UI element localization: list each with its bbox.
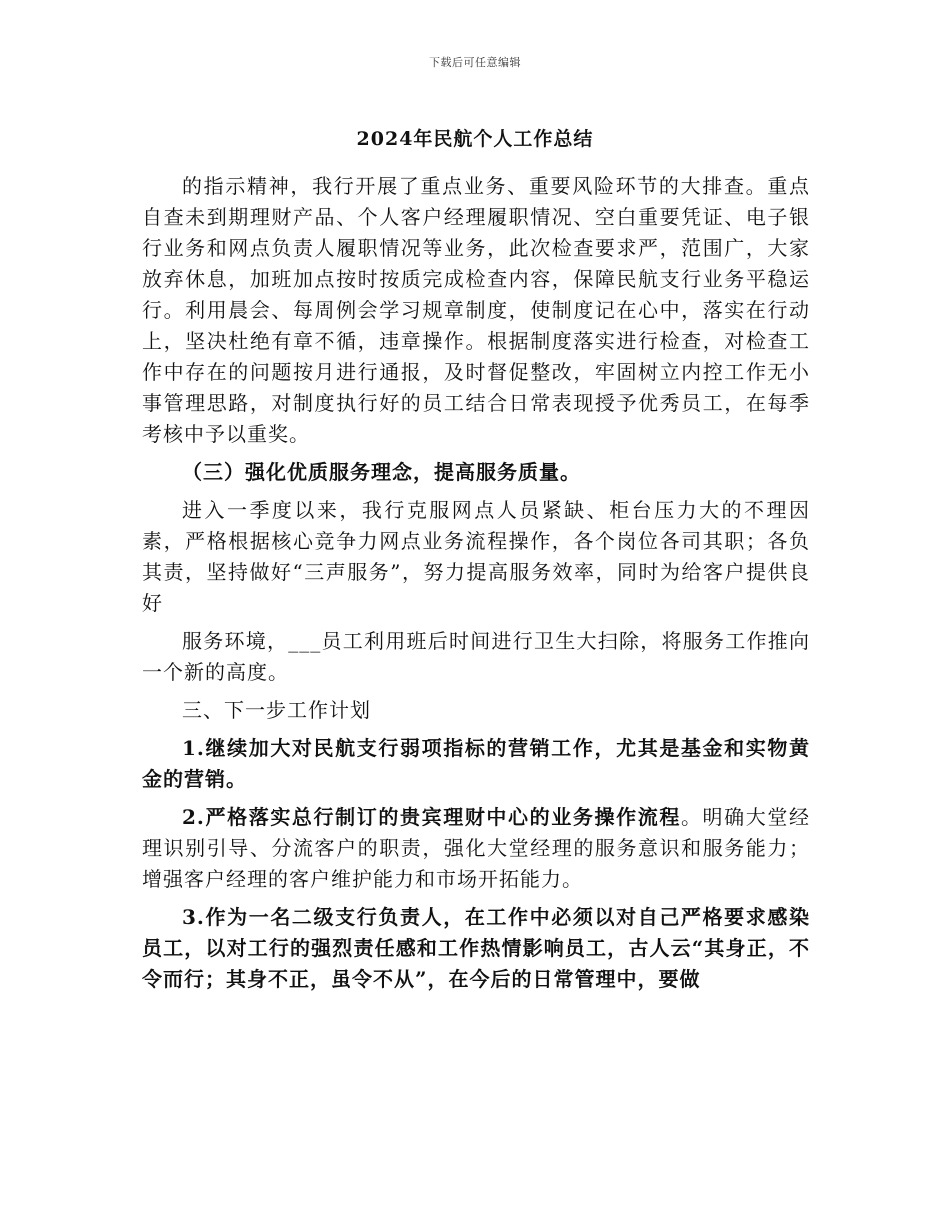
header-note: 下载后可任意编辑: [429, 56, 521, 69]
plan-item-1: 1.继续加大对民航支行弱项指标的营销工作，尤其是基金和实物黄金的营销。: [142, 736, 810, 791]
plan-item-2: [142, 802, 810, 895]
paragraph-environment: 服务环境，___员工利用班后时间进行卫生大扫除，将服务工作推向一个新的高度。: [142, 629, 810, 684]
document-title: 2024年民航个人工作总结: [356, 128, 594, 150]
document-body: [142, 171, 810, 995]
paragraph-inspection: 的指示精神，我行开展了重点业务、重要风险环节的大排查。重点自查未到期理财产品、个人客户经理履职情况、空白重要凭证、电子银行业务和网点负责人履职情况等业务，此次检查要求严，范围广，大家放弃休息，加班加点按时按质完成检查内容，保障民航支行业务平稳运行。利用晨会、每周例会学习规章制度，使制度记在心中，落实在行动上，坚决杜绝有章不循，违章操作。根据制度落实进行检查，对检查工作中存在的问题按月进行通报，及时督促整改，牢固树立内控工作无小事管理思路，对制度执行好的员工结合日常表现授予优秀员工，在每季考核中予以重奖。: [142, 174, 810, 446]
section-heading-plan: 三、下一步工作计划: [182, 698, 371, 722]
plan-item-2-lead: 2.严格落实总行制订的贵宾理财中心的业务操作流程: [182, 805, 681, 829]
plan-item-3: 3.作为一名二级支行负责人，在工作中必须以对自己严格要求感染员工，以对工行的强烈责任感和工作热情影响员工，古人云“其身正，不令而行；其身不正，虽令不从”，在今后的日常管理中，要做: [142, 905, 810, 991]
paragraph-service: 进入一季度以来，我行克服网点人员紧缺、柜台压力大的不理因素，严格根据核心竞争力网点业务流程操作，各个岗位各司其职；各负其责，坚持做好“三声服务”，努力提高服务效率，同时为给客户提供良好: [142, 498, 810, 615]
section-heading-service: （三）强化优质服务理念，提高服务质量。: [182, 460, 581, 484]
plan-item-2-rest: 。明确大堂经理识别引导、分流客户的职责，强化大堂经理的服务意识和服务能力；增强客户经理的客户维护能力和市场开拓能力。: [142, 805, 810, 891]
